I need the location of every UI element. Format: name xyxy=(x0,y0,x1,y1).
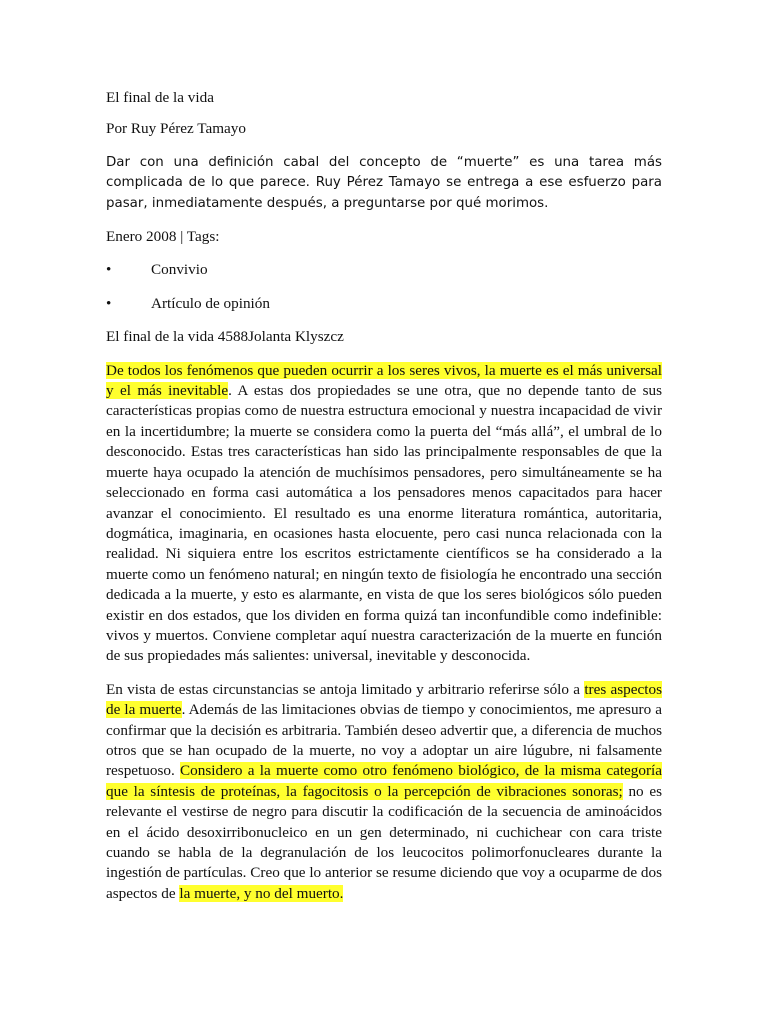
tag-list xyxy=(106,260,662,314)
paragraph-text: . Además de las limitaciones obvias de tiempo y conocimientos, me apresuro a confirmar que la decisión es arbitraria. También deseo advertir que, a diferencia de muchos otros que se han ocupado de la muerte, no voy a adoptar un aire lúgubre, ni falsamente respetuoso. xyxy=(106,701,662,780)
paragraph-1 xyxy=(106,361,662,667)
tag-label: Artículo de opinión xyxy=(151,294,270,312)
tag-label: Convivio xyxy=(151,261,208,279)
paragraph-2 xyxy=(106,680,662,904)
highlighted-text: la muerte, y no del muerto. xyxy=(179,884,344,902)
doc-intro: Dar con una definición cabal del concepto de “muerte” es una tarea más complicada de lo que parece. Ruy Pérez Tamayo se entrega a ese esfuerzo para pasar, inmediatamente después, a preguntarse por qué morimos. xyxy=(106,154,662,211)
doc-title: El final de la vida xyxy=(106,89,214,106)
doc-title-line: El final de la vida 4588Jolanta Klyszcz xyxy=(106,328,344,346)
highlighted-text: tres aspectos de la muerte xyxy=(106,680,662,719)
highlighted-text: Considero a la muerte como otro fenómeno biológico, de la misma categoría que la síntesis de proteínas, la fagocitosis o la percepción de vibraciones sonoras; xyxy=(106,762,662,800)
highlighted-text: De todos los fenómenos que pueden ocurrir a los seres vivos, la muerte es el más universal y el más inevitable xyxy=(106,361,662,400)
paragraph-text: no es relevante el vestirse de negro para discutir la codificación de la secuencia de aminoácidos en el ácido desoxirribonucleico en un gen determinado, ni cuchichear con cara triste cuando se habla de la degranulación de los leucocitos polimorfonucleares durante la ingestión de partículas. Creo que lo anterior se resume diciendo que voy a ocuparme de dos aspectos de xyxy=(106,782,662,902)
tag-item xyxy=(106,294,662,314)
doc-date-tags: Enero 2008 | Tags: xyxy=(106,228,220,246)
paragraph-text: En vista de estas circunstancias se antoja limitado y arbitrario referirse sólo a xyxy=(106,680,585,698)
paragraph-text: . A estas dos propiedades se une otra, que no depende tanto de sus características propias como de nuestra estructura emocional y nuestra incapacidad de vivir en la incertidumbre; la muerte se considera como la puerta del “más allá”, el umbral de lo desconocido. Estas tres características han sido las principalmente responsables de que la muerte haya ocupado la atención de muchísimos pensadores, pero simultáneamente se ha seleccionado en forma casi automática a los pensadores menos capacitados para hacer avanzar el conocimiento. El resultado es una enorme literatura romántica, autoritaria, dogmática, imaginaria, en ocasiones hasta elocuente, pero casi nunca relacionada con la realidad. Ni siquiera entre los escritos estrictamente científicos se ha considerado a la muerte como un fenómeno natural; en ningún texto de fisiología he encontrado una sección dedicada a la muerte, y esto es alarmante, en vista de que los seres biológicos sólo pueden existir en dos estados, que los dividen en forma quizá tan inconfundible como indefinible: vivos y muertos. Conviene completar aquí nuestra caracterización de la muerte en función de sus propiedades más salientes: universal, inevitable y desconocida. xyxy=(106,382,662,665)
tag-item xyxy=(106,260,662,280)
doc-byline: Por Ruy Pérez Tamayo xyxy=(106,120,246,138)
bullet-icon: • xyxy=(106,294,112,312)
bullet-icon: • xyxy=(106,261,112,279)
